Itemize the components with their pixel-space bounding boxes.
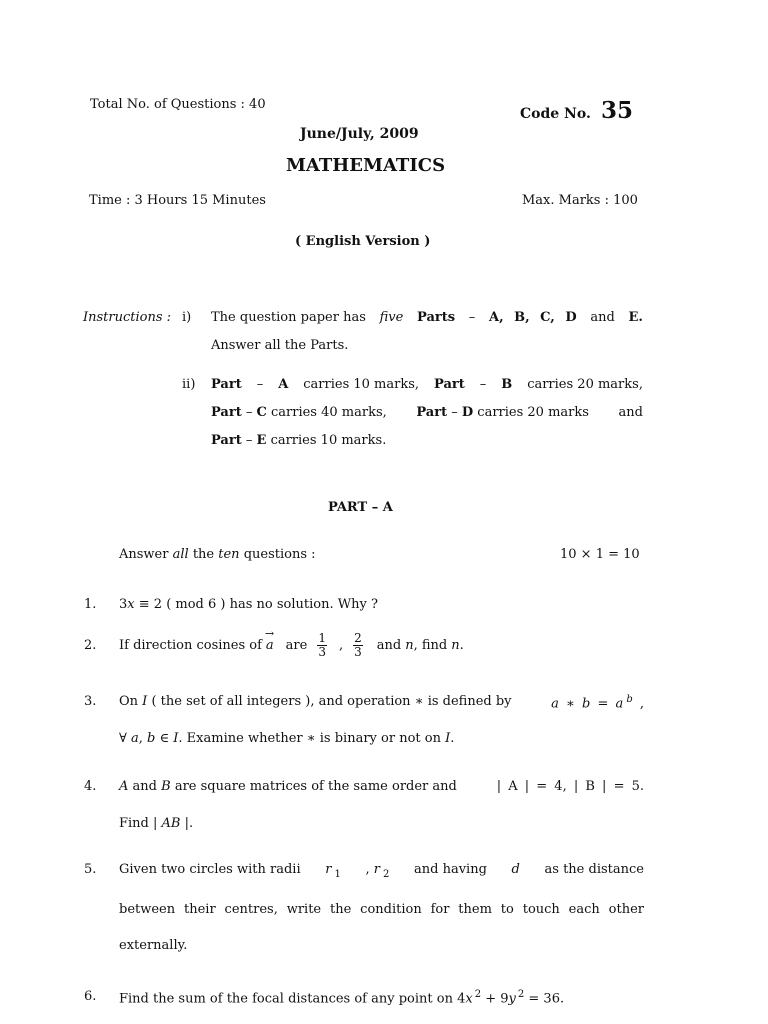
instruction-ii-line2 [211, 405, 643, 420]
text: 1 [318, 630, 326, 645]
instruction-text: carries 10 marks. [270, 433, 387, 448]
text: b [626, 694, 633, 705]
instruction-text: A [278, 377, 289, 392]
subject-title: MATHEMATICS [286, 155, 446, 176]
text: the [192, 547, 215, 562]
instruction-text: – [245, 405, 253, 420]
text: are square matrices of the same order and [174, 779, 457, 794]
instruction-text: C [256, 405, 267, 420]
question-number: 3. [84, 694, 97, 709]
question-number: 5. [84, 862, 97, 877]
instruction-text: The question paper has [211, 310, 366, 325]
question-3-line1 [119, 694, 644, 711]
instruction-ii-line3 [211, 433, 386, 448]
instruction-text: E. [628, 310, 643, 325]
total-questions: Total No. of Questions : 40 [90, 97, 266, 112]
text: I [142, 694, 148, 709]
text: ∗ [566, 696, 575, 712]
text: 3 [354, 644, 362, 659]
text: is binary or not on [319, 731, 441, 746]
text: On [119, 694, 139, 709]
instruction-text: – [256, 377, 264, 392]
instructions-label: Instructions : [83, 310, 172, 325]
text: n [451, 637, 460, 653]
instruction-ii-line1 [211, 377, 643, 392]
text: 2 [382, 868, 390, 880]
instruction-text: five [379, 310, 404, 325]
text: Answer [119, 547, 169, 562]
vector-a [264, 626, 275, 653]
part-a-title: PART – A [328, 500, 393, 515]
text: r [373, 862, 380, 877]
text: 2 [517, 989, 525, 1000]
text: I [173, 731, 179, 746]
text: 2 [474, 989, 482, 1000]
text: and having [414, 862, 487, 877]
text: , [639, 696, 644, 712]
text: | B | = 5. [573, 779, 644, 794]
instruction-text: B [501, 377, 513, 392]
text: x [127, 597, 135, 612]
text: a [551, 696, 559, 712]
instruction-text: – [451, 405, 458, 420]
instruction-ii-marker: ii) [182, 377, 196, 392]
text: all [172, 547, 189, 562]
question-5-line2: between their centres, write the condition for them to touch each other [119, 902, 644, 917]
text: ∗ [414, 694, 424, 709]
text: and [132, 779, 157, 794]
text: as the distance [544, 862, 644, 877]
text: | A | = 4, [496, 779, 567, 794]
question-4-line2 [119, 816, 193, 831]
instruction-text: D [461, 405, 474, 420]
instruction-text: Part [211, 433, 242, 448]
text: 1 [334, 868, 341, 880]
instruction-text: Part [211, 377, 242, 392]
text: B [161, 779, 171, 794]
fraction [317, 632, 327, 659]
text: + 9 [485, 991, 509, 1007]
text: d [511, 862, 520, 877]
instruction-i-line1 [211, 310, 643, 325]
text: and [376, 637, 402, 653]
text: , find [413, 637, 448, 653]
text: Find [119, 816, 149, 831]
text: Find the sum of the focal distances of any point on 4 [119, 991, 466, 1007]
text: A [119, 779, 129, 794]
instruction-text: Parts [417, 310, 456, 325]
text: questions : [243, 547, 316, 562]
text: a [131, 731, 139, 746]
text: |. [184, 816, 194, 831]
code-label: Code No. [520, 106, 591, 122]
text: . [459, 637, 464, 653]
instruction-i-line2: Answer all the Parts. [211, 338, 349, 353]
instruction-text: carries 40 marks, [271, 405, 387, 420]
text: | [153, 816, 158, 831]
question-number: 4. [84, 779, 97, 794]
text: . Examine whether [178, 731, 303, 746]
question-4-line1 [119, 779, 644, 794]
version-label: ( English Version ) [295, 234, 431, 249]
text: 3 [119, 597, 128, 612]
text: = 36. [528, 991, 565, 1007]
text: , [138, 731, 143, 746]
code-value: 35 [601, 97, 634, 124]
part-a-marks: 10 × 1 = 10 [560, 547, 640, 562]
text: AB [161, 816, 181, 831]
text: r [325, 862, 332, 877]
time-allowed: Time : 3 Hours 15 Minutes [89, 193, 266, 208]
instruction-text: carries 20 marks [477, 405, 589, 420]
instruction-text: carries 10 marks, [303, 377, 420, 392]
instruction-text: Part [434, 377, 465, 392]
question-3-line2 [119, 731, 454, 746]
text: I [445, 731, 451, 746]
instruction-text: – [479, 377, 487, 392]
session: June/July, 2009 [300, 126, 419, 142]
instruction-text: E [256, 433, 267, 448]
text: ten [218, 547, 240, 562]
text: n [405, 637, 414, 653]
text: , [338, 637, 344, 653]
text: ∗ [306, 731, 316, 746]
text: . [450, 731, 455, 746]
instruction-text: Part [416, 405, 448, 420]
instruction-text: carries 20 marks, [527, 377, 643, 392]
fraction [353, 632, 363, 659]
text: b [147, 731, 156, 746]
part-a-instruction [119, 547, 316, 562]
question-number: 6. [84, 989, 97, 1004]
instruction-text: A, B, C, D [489, 310, 577, 325]
text: y [508, 991, 516, 1007]
text: a [265, 637, 274, 653]
question-2-text [119, 628, 464, 662]
arrow-icon: → [264, 626, 275, 640]
text: , [365, 862, 370, 877]
text: ∀ [119, 731, 127, 746]
text: are [285, 637, 308, 653]
text: 2 [354, 630, 362, 645]
instruction-i-marker: i) [182, 310, 192, 325]
instruction-text: Part [211, 405, 242, 420]
text: ≡ 2 ( mod 6 ) has no solution. Why ? [138, 597, 378, 612]
question-number: 1. [84, 597, 97, 612]
question-number: 2. [84, 638, 97, 653]
instruction-text: and [590, 310, 615, 325]
text: If direction cosines of [119, 637, 262, 653]
instruction-text: – [468, 310, 476, 325]
question-1-text [119, 597, 378, 612]
text: ∈ [159, 731, 170, 746]
text: a [615, 696, 624, 712]
question-6-text [119, 989, 564, 1006]
question-5-line3: externally. [119, 938, 188, 953]
text: = [597, 696, 609, 712]
instruction-text: – [245, 433, 253, 448]
instruction-text: and [618, 405, 643, 420]
question-5-line1 [119, 862, 644, 880]
text: b [582, 696, 591, 712]
text: ( the set of all integers ), and operation [151, 694, 411, 709]
text: 3 [318, 644, 326, 659]
text: is defined by [427, 694, 512, 709]
text: x [465, 991, 473, 1007]
text: Given two circles with radii [119, 862, 301, 877]
max-marks: Max. Marks : 100 [522, 193, 638, 208]
